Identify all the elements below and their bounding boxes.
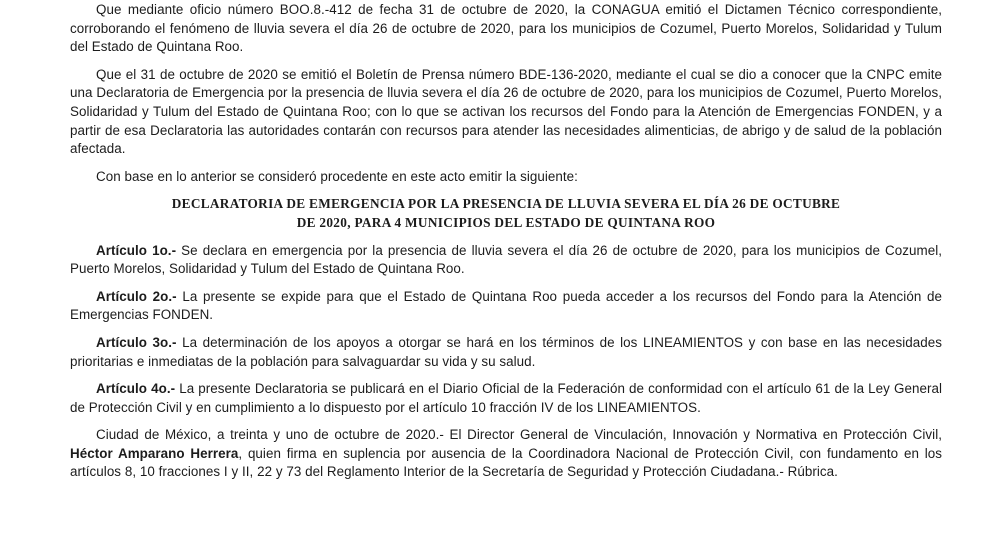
- closing-text-after: , quien firma en suplencia por ausencia de la Coordinadora Nacional de Protección Civil, con fundamento en los artículos 8, 10 fracciones I y II, 22 y 73 del Reglamento Interior de la Secretaría de Seguridad y Protección Ciudadana.- Rúbrica.: [70, 445, 942, 480]
- signatory-name: Héctor Amparano Herrera: [70, 445, 239, 461]
- paragraph-conagua-dictamen: Que mediante oficio número BOO.8.-412 de fecha 31 de octubre de 2020, la CONAGUA emitió el Dictamen Técnico correspondiente, corroborando el fenómeno de lluvia severa el día 26 de octubre de 2020, para los municipios de Cozumel, Puerto Morelos, Solidaridad y Tulum del Estado de Quintana Roo.: [70, 2, 942, 55]
- declaratoria-heading: [70, 195, 942, 232]
- document-page: [70, 0, 942, 491]
- article-2: [70, 288, 942, 325]
- heading-line-2: DE 2020, PARA 4 MUNICIPIOS DEL ESTADO DE QUINTANA ROO: [296, 214, 716, 230]
- article-2-label: Artículo 2o.-: [96, 288, 177, 304]
- article-3-text: La determinación de los apoyos a otorgar se hará en los términos de los LINEAMIENTOS y con base en las necesidades prioritarias e inmediatas de la población para salvaguardar su vida y su salud.: [70, 334, 943, 369]
- article-4-label: Artículo 4o.-: [96, 381, 176, 397]
- article-2-text: La presente se expide para que el Estado de Quintana Roo pueda acceder a los recursos del Fondo para la Atención de Emergencias FONDEN.: [70, 288, 942, 323]
- heading-line-1: DECLARATORIA DE EMERGENCIA POR LA PRESENCIA DE LLUVIA SEVERA EL DÍA 26 DE OCTUBRE: [171, 196, 841, 212]
- article-3: [70, 334, 942, 371]
- closing-signature-paragraph: [70, 426, 942, 482]
- article-1-text: Se declara en emergencia por la presencia de lluvia severa el día 26 de octubre de 2020, para los municipios de Cozumel, Puerto Morelos, Solidaridad y Tulum del Estado de Quintana Roo.: [70, 242, 942, 277]
- closing-text-before: Ciudad de México, a treinta y uno de octubre de 2020.- El Director General de Vinculación, Innovación y Normativa en Protección Civil,: [96, 427, 942, 443]
- article-4-text: La presente Declaratoria se publicará en el Diario Oficial de la Federación de conformidad con el artículo 61 de la Ley General de Protección Civil y en cumplimiento a lo dispuesto por el artículo 10 fracción IV de los LINEAMIENTOS.: [70, 381, 942, 415]
- paragraph-base-anterior: Con base en lo anterior se consideró procedente en este acto emitir la siguiente:: [96, 168, 578, 184]
- paragraph-boletin-prensa: Que el 31 de octubre de 2020 se emitió el Boletín de Prensa número BDE-136-2020, mediante el cual se dio a conocer que la CNPC emite una Declaratoria de Emergencia por la presencia de lluvia severa el día 26 de octubre de 2020, para los municipios de Cozumel, Puerto Morelos, Solidaridad y Tulum del Estado de Quintana Roo; con lo que se activan los recursos del Fondo para la Atención de Emergencias FONDEN, y a partir de esa Declaratoria las autoridades contarán con recursos para atender las necesidades alimenticias, de abrigo y de salud de la población afectada.: [70, 66, 942, 157]
- article-1-label: Artículo 1o.-: [96, 242, 177, 258]
- article-1: [70, 242, 942, 279]
- article-4: [70, 380, 942, 417]
- article-3-label: Artículo 3o.-: [96, 334, 177, 350]
